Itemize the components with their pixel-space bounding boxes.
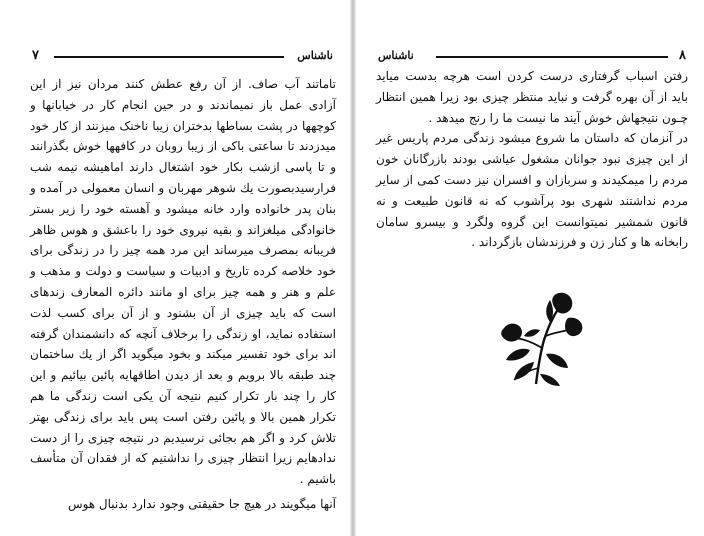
- right-page: [356, 0, 704, 536]
- right-paragraph-1: رفتن اسباب گرفتاری درست کردن است هرچه بدست میاید باید از آن بهره گرفت و نباید منتظر چیزی بود زیرا همین انتظار چـون نتیجهاش خوش آیند ما نیست ما را رنج میدهد .: [376, 69, 688, 125]
- right-header-title: ناشناس: [378, 49, 414, 62]
- right-header-rule: [436, 56, 668, 58]
- left-page-body: [30, 74, 336, 515]
- left-header-title: ناشناس: [297, 49, 333, 62]
- left-page-header: [28, 48, 333, 68]
- right-page-header: [378, 48, 686, 68]
- left-paragraph-2: آنها میگویند در هیچ جا حقیقتی وجود ندارد بدنبال هوس: [67, 496, 336, 511]
- left-page-number: ۷: [32, 48, 39, 63]
- flower-ornament-icon: [494, 288, 586, 392]
- right-page-number: ۸: [679, 48, 686, 63]
- left-paragraph-1: تاماتند آب صاف. از آن رفع عطش کنند مردان نیز از این آزادی عمل باز نمیماندند و در حین انجام کار در خیابانها و کوچهها در پشت بساطها بدختران زیبا ناخنک میزنند از کار خود میدزدند تا ساعتی باکی از زیبا روبان در کافهها خوش بگذرانند و تا پاسی ازشب بکار خود اشتغال دارند اماهیشه نیمه شب فرارسیدبصورت یك شوهر مهربان و انسان معمولی در آمده و بنان پدر خانواده وارد خانه میشود و آهسته خود را زیر بستر خانوادگی میلغزاند و بقیه نیروی خود را باعشق و هوس ظاهر فریبانه بمصرف میرساند این مرد همه چیز را در زندگی برای خود خلاصه کرده تاریخ و ادبیات و سیاست و دولت و مذهب و علم و هنر و همه چیز برای او مانند دائره المعارف زندهای است که باید چیزی از آن بشنود و از آن برای کسب لذت استفاده نماید، او زندگی را برخلاف آنچه که دانشمندان گرفته اند برای خود تفسیر میکند و بخود میگوید اگر از یك ساختمان چند طبقه بالا برویم و بعد از دیدن اطاقهایه پائین بیائیم و این کار را چند بار تکرار کنیم نتیجه آن یکی است زندگی ما هم تکرار همین بالا و پائین رفتن است پس باید برای زندگی بهتر تلاش کرد و اگر هم بجائی نرسیدیم در نتیجه چیزی را از دست ندادهایم زیرا انتظار چیزی را نداشتیم که از فقدان آن متأسف باشیم .: [30, 77, 336, 487]
- right-page-body: [376, 66, 688, 253]
- left-header-rule: [54, 56, 284, 58]
- left-page: [0, 0, 350, 536]
- right-paragraph-2: در آنزمان که داستان ما شروع میشود زندگی مردم پاریس غیر از این چیزی نبود جوانان مشغول عیاشی بودند بازرگانان خون مردم را میمکیدند و سربازان و افسران نیز دست کمی از سایر مردم نداشتند شهری بود پرآشوب که نه قانون طبیعت و نه قانون شمشیر نمیتوانست این گروه ولگرد و بیسرو سامان رابخانه ها و کنار زن و فرزندشان بازگرداند .: [376, 131, 688, 250]
